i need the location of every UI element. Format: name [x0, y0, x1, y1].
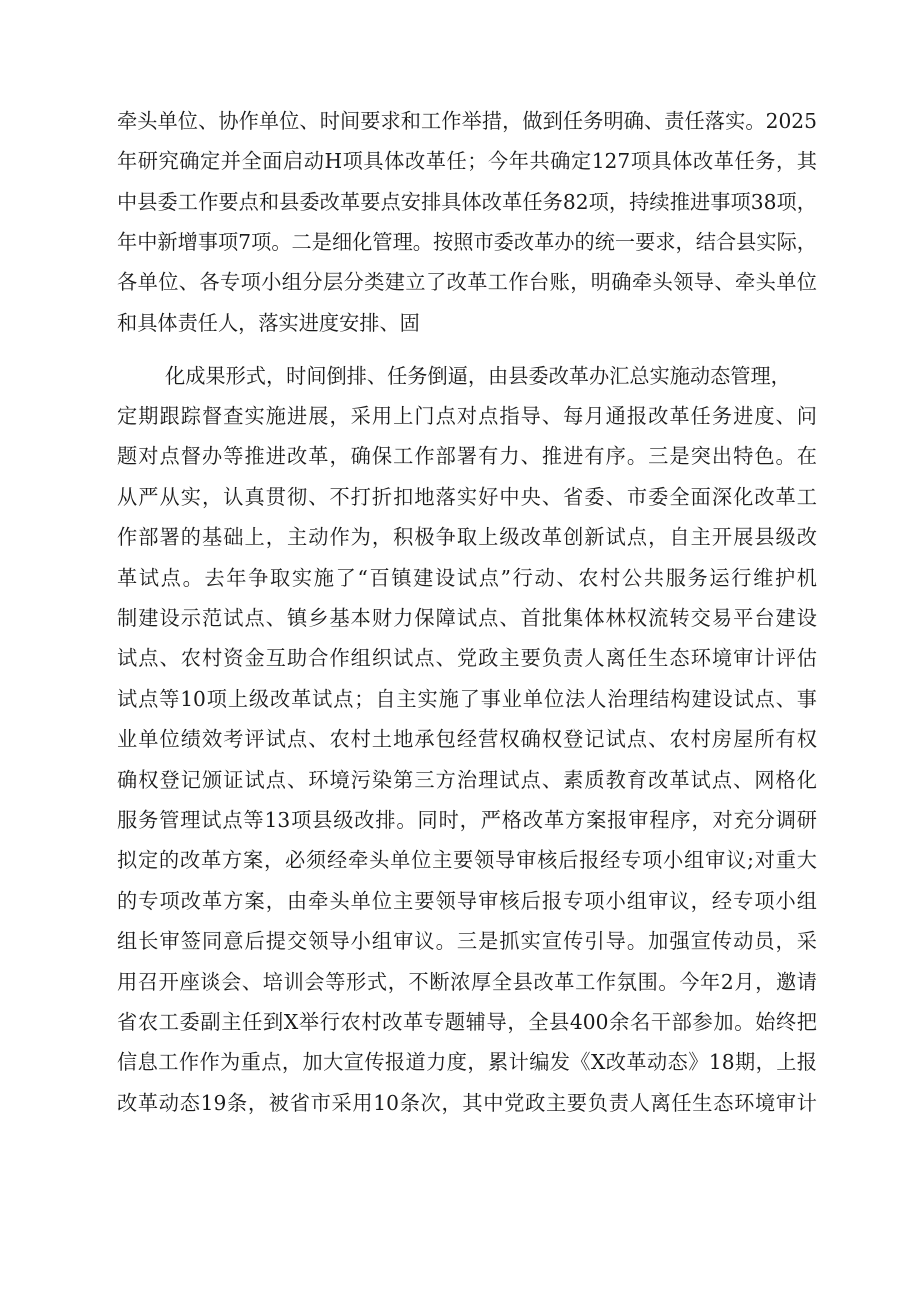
text-line: 题对点督办等推进改革，确保工作部署有力、推进有序。三是突出特色。在 — [117, 444, 817, 468]
text-line: 业单位绩效考评试点、农村土地承包经营权确权登记试点、农村房屋所有权 — [117, 727, 817, 751]
text-line: 试点、农村资金互助合作组织试点、党政主要负责人离任生态环境审计评估 — [117, 646, 817, 670]
text-line: 组长审签同意后提交领导小组审议。三是抓实宣传引导。加强宣传动员，采 — [117, 929, 817, 953]
text-line: 省农工委副主任到X举行农村改革专题辅导，全县400余名干部参加。始终把 — [117, 1010, 817, 1034]
text-line: 改革动态19条，被省市采用10条次，其中党政主要负责人离任生态环境审计 — [117, 1091, 817, 1115]
paragraph-first-line: 化成果形式，时间倒排、任务倒逼，由县委改革办汇总实施动态管理， — [165, 364, 791, 388]
text-line: 服务管理试点等13项县级改排。同时，严格改革方案报审程序，对充分调研 — [117, 808, 817, 832]
text-line: 和具体责任人，落实进度安排、固 — [117, 311, 420, 335]
text-line: 各单位、各专项小组分层分类建立了改革工作台账，明确牵头领导、牵头单位 — [117, 270, 817, 294]
text-line: 用召开座谈会、培训会等形式，不断浓厚全县改革工作氛围。今年2月，邀请 — [117, 970, 817, 994]
text-line: 信息工作作为重点，加大宣传报道力度，累计编发《X改革动态》18期，上报 — [117, 1050, 817, 1074]
text-line: 年研究确定并全面启动H项具体改革任；今年共确定127项具体改革任务，其 — [117, 149, 817, 173]
text-line: 从严从实，认真贯彻、不打折扣地落实好中央、省委、市委全面深化改革工 — [117, 485, 817, 509]
text-line: 的专项改革方案，由牵头单位主要领导审核后报专项小组审议，经专项小组 — [117, 889, 817, 913]
text-line: 确权登记颁证试点、环境污染第三方治理试点、素质教育改革试点、网格化 — [117, 768, 817, 792]
text-line: 定期跟踪督查实施进展，采用上门点对点指导、每月通报改革任务进度、问 — [117, 404, 817, 428]
text-line: 牵头单位、协作单位、时间要求和工作举措，做到任务明确、责任落实。2025 — [117, 109, 817, 133]
text-line: 革试点。去年争取实施了“百镇建设试点”行动、农村公共服务运行维护机 — [117, 566, 817, 590]
text-line: 中县委工作要点和县委改革要点安排具体改革任务82项，持续推进事项38项， — [117, 190, 817, 214]
text-line: 作部署的基础上，主动作为，积极争取上级改革创新试点，自主开展县级改 — [117, 525, 817, 549]
text-line: 制建设示范试点、镇乡基本财力保障试点、首批集体林权流转交易平台建设 — [117, 606, 817, 630]
text-line: 试点等10项上级改革试点；自主实施了事业单位法人治理结构建设试点、事 — [117, 687, 817, 711]
text-line: 年中新增事项7项。二是细化管理。按照市委改革办的统一要求，结合县实际， — [117, 230, 817, 254]
text-line: 拟定的改革方案，必须经牵头单位主要领导审核后报经专项小组审议;对重大 — [117, 848, 817, 872]
